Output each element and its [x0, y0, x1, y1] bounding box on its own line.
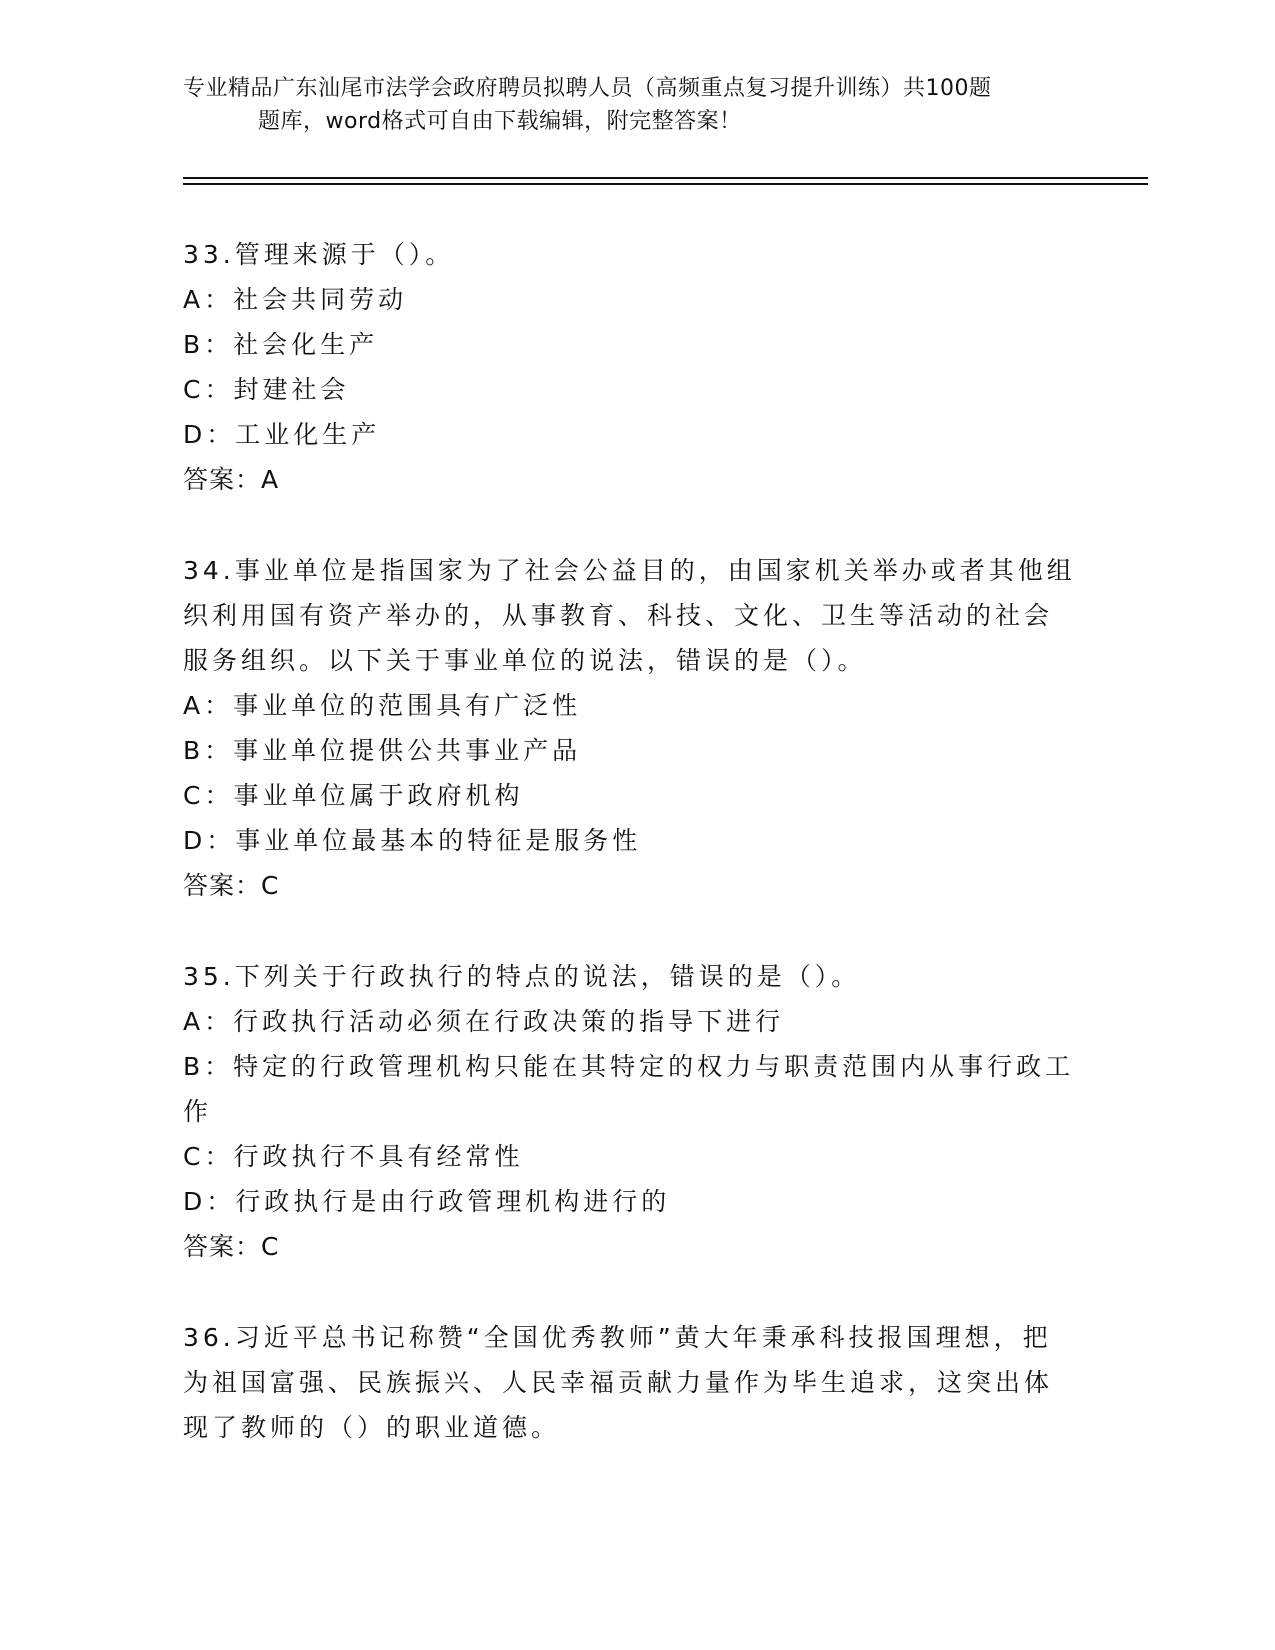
- option-line: C：行政执行不具有经常性: [183, 1142, 524, 1171]
- option-line: B：社会化生产: [183, 330, 379, 359]
- answer-line: 答案：A: [183, 465, 280, 494]
- question-stem-line: 36.习近平总书记称赞“全国优秀教师”黄大年秉承科技报国理想，把: [183, 1323, 1052, 1352]
- question-list: [183, 232, 1083, 1496]
- option-line: A：事业单位的范围具有广泛性: [183, 691, 582, 720]
- question-stem-line: 为祖国富强、民族振兴、人民幸福贡献力量作为毕生追求，这突出体: [183, 1368, 1054, 1397]
- option-line: D：事业单位最基本的特征是服务性: [183, 826, 642, 855]
- question-item: [183, 954, 1083, 1269]
- option-line: D：行政执行是由行政管理机构进行的: [183, 1187, 671, 1216]
- question-item: [183, 548, 1083, 908]
- option-line: A：社会共同劳动: [183, 285, 408, 314]
- option-line: D：工业化生产: [183, 420, 381, 449]
- option-line: C：封建社会: [183, 375, 350, 404]
- answer-line: 答案：C: [183, 871, 280, 900]
- option-line: A：行政执行活动必须在行政决策的指导下进行: [183, 1007, 785, 1036]
- question-stem-line: 现了教师的（）的职业道德。: [183, 1413, 561, 1442]
- question-stem-line: 34.事业单位是指国家为了社会公益目的，由国家机关举办或者其他组: [183, 556, 1076, 585]
- answer-line: 答案：C: [183, 1232, 280, 1261]
- option-line: B：特定的行政管理机构只能在其特定的权力与职责范围内从事行政工: [183, 1052, 1075, 1081]
- question-item: [183, 1315, 1083, 1450]
- header-rule-top: [183, 177, 1148, 179]
- question-stem-line: 35.下列关于行政执行的特点的说法，错误的是（）。: [183, 962, 861, 991]
- question-stem-line: 织利用国有资产举办的，从事教育、科技、文化、卫生等活动的社会: [183, 601, 1054, 630]
- document-header: [183, 72, 1083, 138]
- question-stem-line: 服务组织。以下关于事业单位的说法，错误的是（）。: [183, 646, 867, 675]
- header-title-line-1: 专业精品广东汕尾市法学会政府聘员拟聘人员（高频重点复习提升训练）共100题: [183, 76, 992, 101]
- option-line: C：事业单位属于政府机构: [183, 781, 524, 810]
- option-line: 作: [183, 1097, 213, 1126]
- question-stem-line: 33.管理来源于（）。: [183, 240, 455, 269]
- header-rule-bottom: [183, 183, 1148, 185]
- question-item: [183, 232, 1083, 502]
- header-title-line-2: 题库，word格式可自由下载编辑，附完整答案！: [258, 109, 742, 134]
- option-line: B：事业单位提供公共事业产品: [183, 736, 582, 765]
